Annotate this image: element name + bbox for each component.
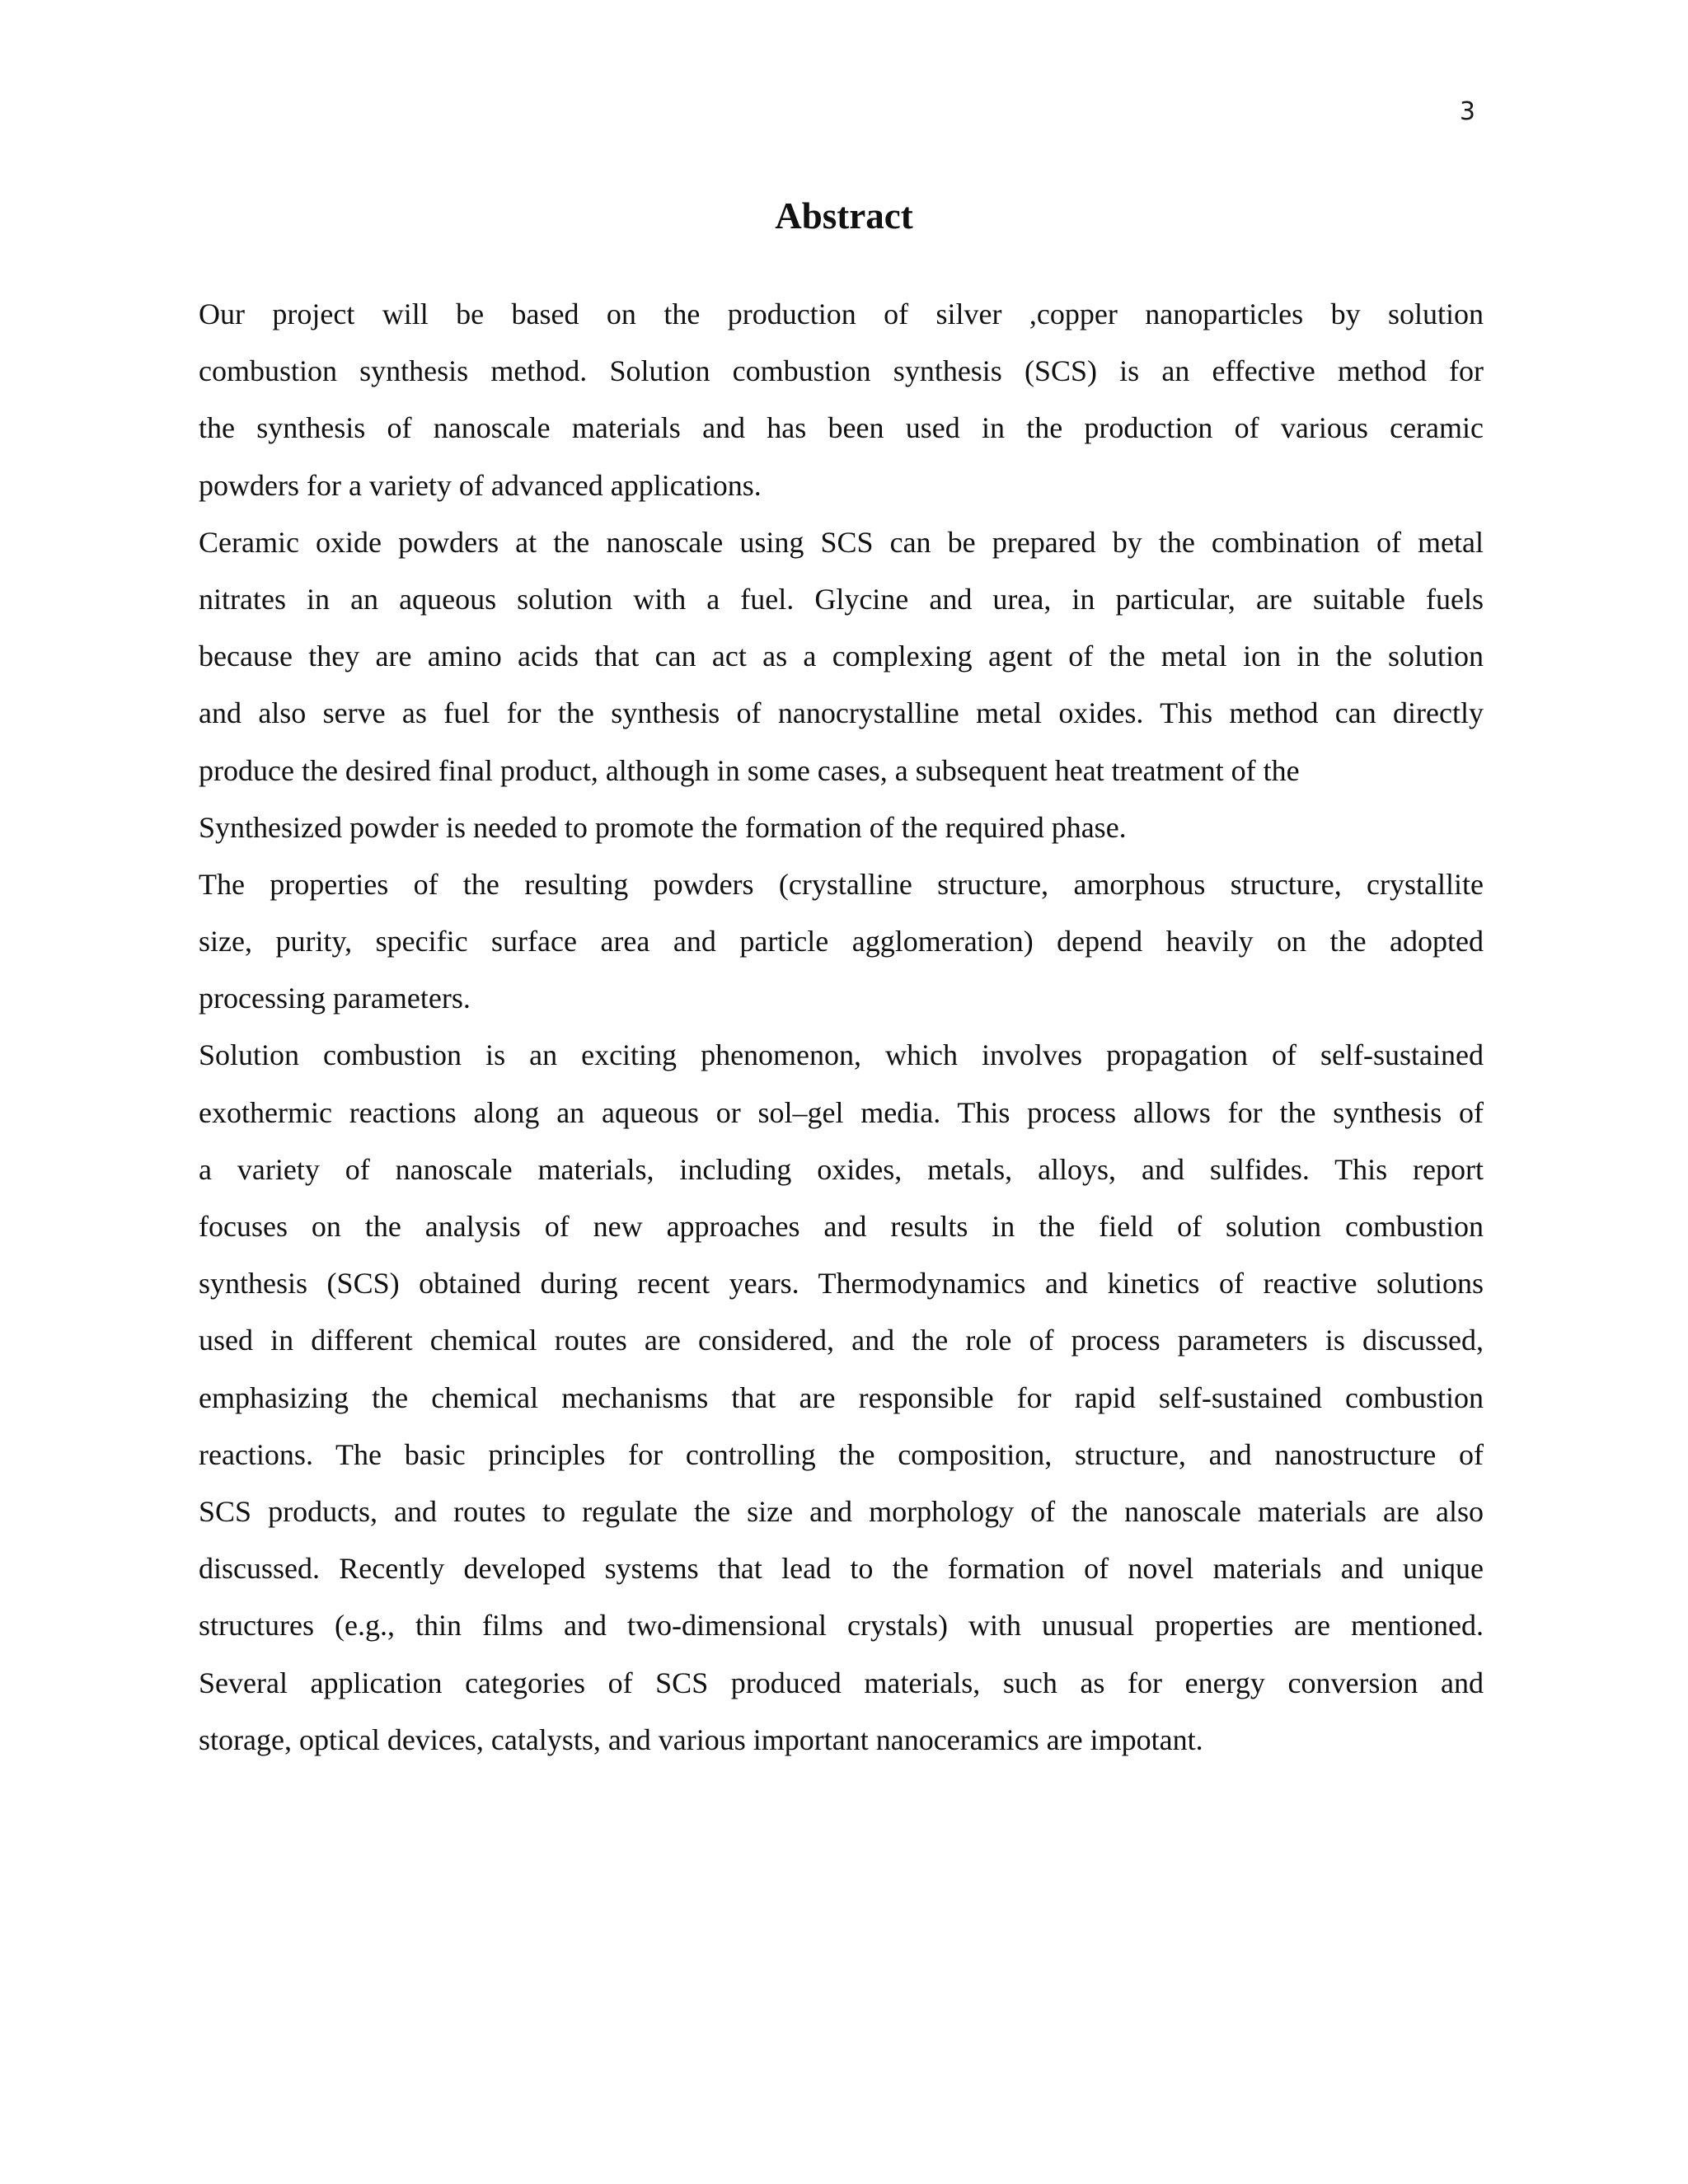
text-line: SCS products, and routes to regulate the size and morphology of the nanoscale materials are also	[199, 1494, 1484, 1528]
text-line: size, purity, specific surface area and particle agglomeration) depend heavily on the adopted	[199, 925, 1484, 958]
text-line: exothermic reactions along an aqueous or sol–gel media. This process allows for the synthesis of	[199, 1095, 1484, 1129]
text-line: Ceramic oxide powders at the nanoscale using SCS can be prepared by the combination of metal	[199, 525, 1484, 559]
text-line: reactions. The basic principles for controlling the composition, structure, and nanostructure of	[199, 1437, 1484, 1471]
text-line: Synthesized powder is needed to promote the formation of the required phase.	[199, 810, 1127, 844]
abstract-body	[199, 286, 1484, 1769]
text-line: Our project will be based on the production of silver ,copper nanoparticles by solution	[199, 298, 1484, 330]
text-line: the synthesis of nanoscale materials and has been used in the production of various ceramic	[199, 411, 1484, 445]
text-line: nitrates in an aqueous solution with a fuel. Glycine and urea, in particular, are suitable fuels	[199, 582, 1484, 616]
text-line: Several application categories of SCS produced materials, such as for energy conversion and	[199, 1666, 1484, 1699]
text-line: used in different chemical routes are considered, and the role of process parameters is discussed,	[199, 1324, 1484, 1357]
text-line: powders for a variety of advanced applications.	[199, 468, 762, 502]
text-line: because they are amino acids that can act as a complexing agent of the metal ion in the solution	[199, 640, 1484, 673]
paragraph	[199, 1027, 1484, 1768]
page-number: 3	[1459, 97, 1475, 126]
text-line: combustion synthesis method. Solution combustion synthesis (SCS) is an effective method for	[199, 354, 1484, 388]
paragraph	[199, 286, 1484, 514]
text-line: processing parameters.	[199, 982, 471, 1015]
paragraph	[199, 514, 1484, 856]
text-line: storage, optical devices, catalysts, and various important nanoceramics are impotant.	[199, 1722, 1203, 1756]
page-title: Abstract	[775, 195, 913, 237]
text-line: emphasizing the chemical mechanisms that are responsible for rapid self-sustained combustion	[199, 1380, 1484, 1414]
text-line: Solution combustion is an exciting phenomenon, which involves propagation of self-sustained	[199, 1038, 1484, 1072]
text-line: structures (e.g., thin films and two-dimensional crystals) with unusual properties are mentioned.	[199, 1609, 1484, 1643]
text-line: discussed. Recently developed systems that lead to the formation of novel materials and unique	[199, 1552, 1484, 1586]
text-line: and also serve as fuel for the synthesis of nanocrystalline metal oxides. This method can directly	[199, 696, 1484, 730]
text-line: focuses on the analysis of new approaches and results in the field of solution combustion	[199, 1210, 1484, 1243]
text-line: synthesis (SCS) obtained during recent years. Thermodynamics and kinetics of reactive solutions	[199, 1267, 1484, 1301]
paragraph	[199, 856, 1484, 1028]
text-line: produce the desired final product, although in some cases, a subsequent heat treatment of the	[199, 753, 1300, 787]
text-line: a variety of nanoscale materials, including oxides, metals, alloys, and sulfides. This report	[199, 1152, 1484, 1186]
text-line: The properties of the resulting powders (crystalline structure, amorphous structure, crystallite	[199, 867, 1484, 901]
